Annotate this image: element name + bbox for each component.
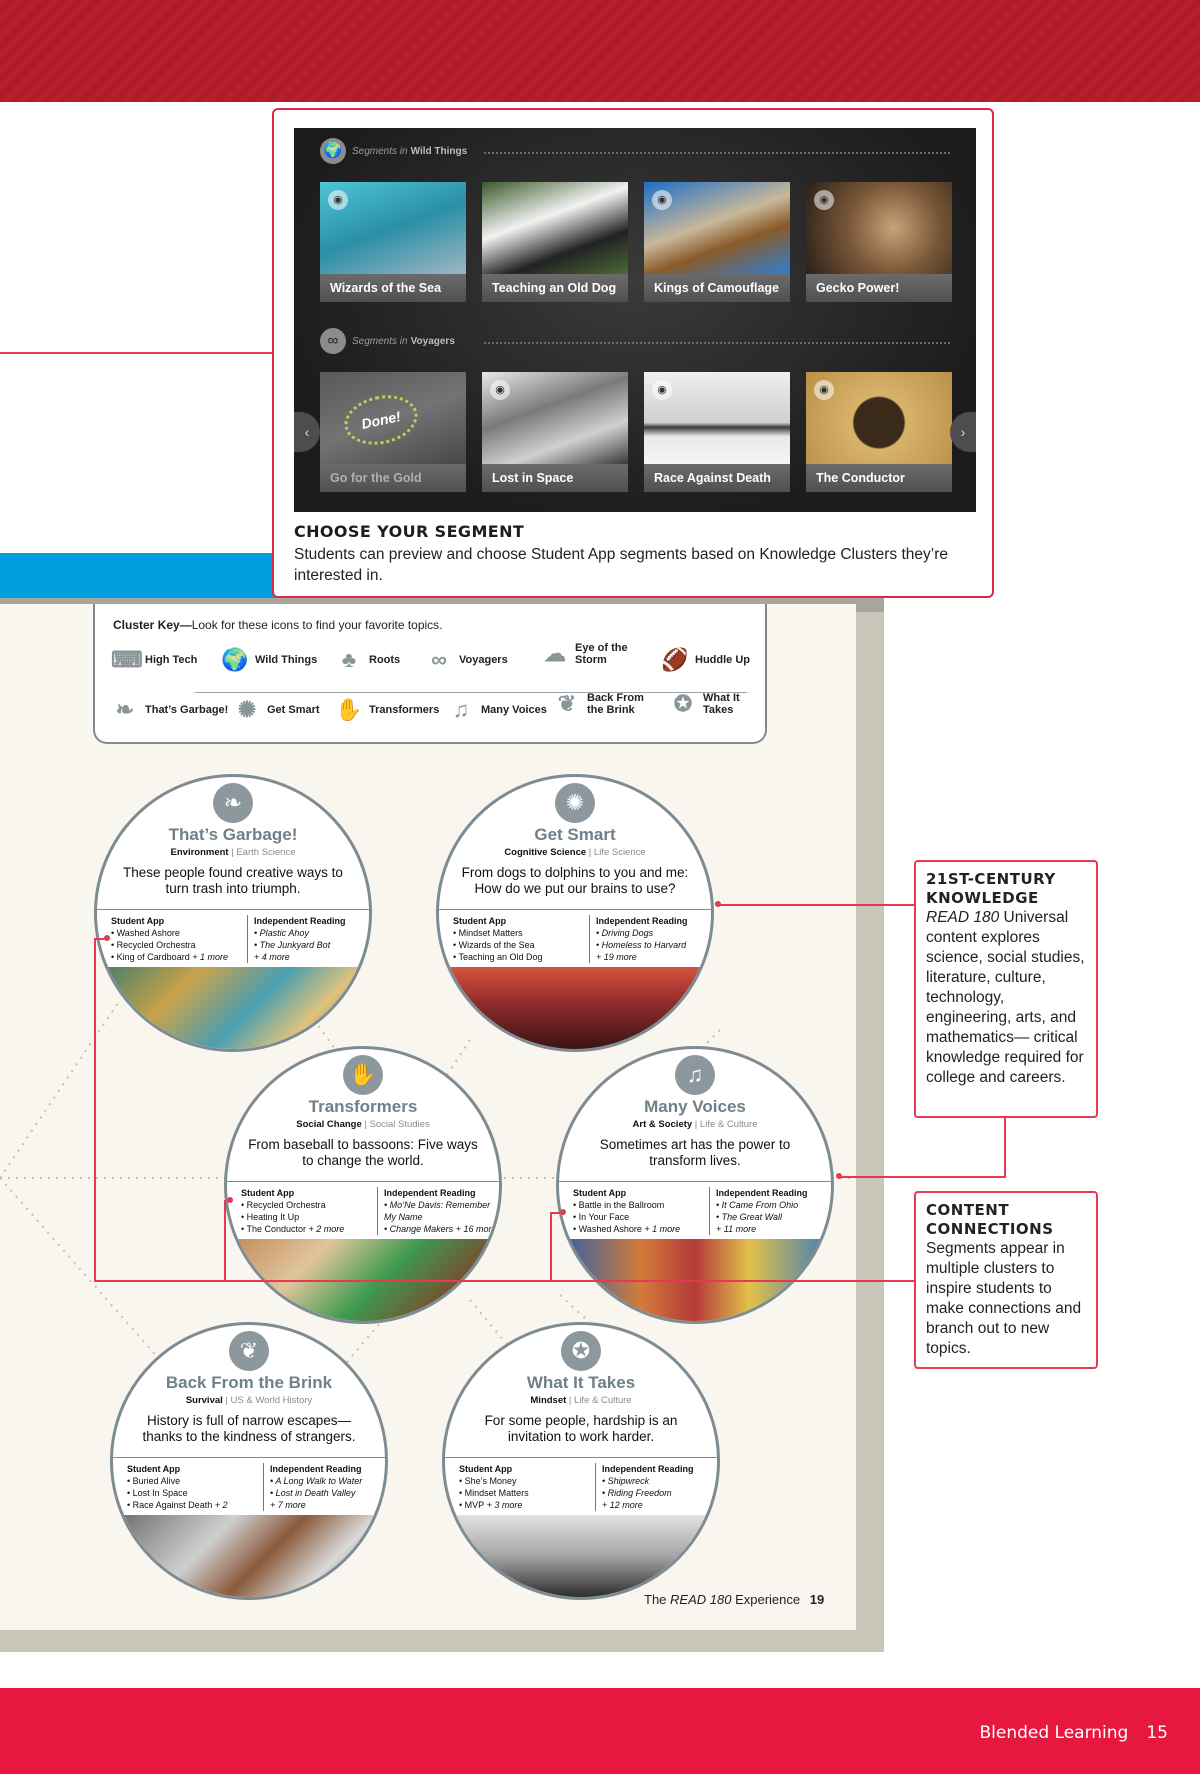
bottom-banner — [0, 1688, 1200, 1774]
key-huddle-up — [661, 646, 750, 674]
list-item: • Shipwreck — [602, 1476, 650, 1486]
connector-line — [838, 1176, 1006, 1178]
subject-secondary: Life & Culture — [699, 1119, 758, 1130]
list-item: • Battle in the Ballroom — [573, 1200, 665, 1210]
key-label: Voyagers — [459, 654, 508, 666]
independent-reading-heading: Independent Reading — [270, 1464, 362, 1474]
cluster-photo — [113, 1515, 385, 1597]
segment-title: Kings of Camouflage — [644, 274, 790, 302]
list-item: + 4 more — [254, 952, 290, 962]
callout-title: CONTENT CONNECTIONS — [926, 1201, 1054, 1238]
segment-prefix: Segments in — [352, 335, 408, 347]
list-item: + 19 more — [596, 952, 637, 962]
key-label: High Tech — [145, 654, 198, 666]
list-item-more: + 1 more — [189, 952, 228, 962]
circle-divider — [445, 1457, 717, 1458]
cluster-key-text: Look for these icons to find your favorite topics. — [191, 618, 443, 632]
card-title: CHOOSE YOUR SEGMENT — [294, 522, 525, 541]
segment-thumbnail — [482, 182, 628, 274]
student-app-list — [241, 1187, 361, 1235]
key-voyagers — [425, 646, 508, 674]
cluster-title: That’s Garbage! — [168, 825, 298, 844]
student-app-screen — [294, 128, 976, 512]
card-body: Students can preview and choose Student App segments based on Knowledge Clusters they’re interested in. — [294, 546, 948, 584]
list-item: + 11 more — [716, 1224, 757, 1234]
storm-icon: ☁ — [544, 641, 566, 666]
list-item: • Washed Ashore — [111, 928, 180, 938]
circle-divider — [559, 1181, 831, 1182]
roots-icon: ♣ — [341, 647, 357, 672]
circle-divider — [439, 909, 711, 910]
segment-row-header — [320, 138, 467, 164]
preview-eye-icon[interactable]: ◉ — [652, 380, 672, 400]
key-thats-garbage — [111, 696, 228, 724]
list-item: • Mindset Matters — [453, 928, 523, 938]
segment-title: Teaching an Old Dog — [482, 274, 628, 302]
independent-reading-heading: Independent Reading — [602, 1464, 694, 1474]
list-item: • Plastic Ahoy — [254, 928, 309, 938]
list-item: + 12 more — [602, 1500, 643, 1510]
segment-row-header — [320, 328, 455, 354]
cluster-title: What It Takes — [526, 1373, 636, 1392]
list-item: • In Your Face — [573, 1212, 630, 1222]
list-item: • Recycled Orchestra — [111, 940, 196, 950]
student-app-heading: Student App — [573, 1188, 627, 1198]
connector-line — [1004, 1116, 1006, 1176]
list-item: • The Junkyard Bot — [254, 940, 331, 950]
segment-title: Wizards of the Sea — [320, 274, 466, 302]
cluster-description: From baseball to bassoons: Five ways to change the world. — [248, 1137, 478, 1168]
binoculars-icon: ∞ — [320, 328, 346, 354]
cluster-photo — [439, 967, 711, 1049]
segment-title: The Conductor — [806, 464, 952, 492]
key-label: Wild Things — [255, 654, 318, 666]
cluster-description: From dogs to dolphins to you and me: How do we put our brains to use? — [461, 865, 689, 896]
key-label: Huddle Up — [695, 654, 750, 666]
connector-line — [224, 1200, 226, 1280]
segment-tile[interactable] — [806, 372, 952, 492]
list-item: • Lost in Death Valley — [270, 1488, 356, 1498]
page-footer — [979, 1723, 1168, 1743]
callout-content-connections — [914, 1191, 1098, 1369]
student-app-list — [111, 915, 231, 963]
independent-reading-list — [595, 1463, 717, 1511]
key-many-voices — [447, 696, 547, 724]
key-label: Roots — [369, 654, 401, 666]
student-app-heading: Student App — [111, 916, 165, 926]
cluster-description: For some people, hardship is an invitation to work harder. — [484, 1413, 678, 1444]
key-label: That’s Garbage! — [145, 704, 229, 716]
list-item-more: + 3 more — [484, 1500, 523, 1510]
next-arrow-button[interactable]: › — [950, 412, 976, 452]
segment-tile[interactable] — [644, 372, 790, 492]
cluster-title: Get Smart — [534, 825, 616, 844]
cluster-photo — [445, 1515, 717, 1597]
wild-things-icon: 🌍 — [320, 138, 346, 164]
subject-primary: Environment — [170, 847, 229, 858]
hand-icon: ✋ — [335, 697, 363, 722]
list-item — [459, 1499, 579, 1511]
segment-title: Go for the Gold — [320, 464, 466, 492]
key-label: What It Takes — [703, 692, 740, 716]
key-eye-of-the-storm — [541, 640, 651, 668]
cluster-description: Sometimes art has the power to transform lives. — [599, 1137, 791, 1168]
connector-dot — [560, 1209, 566, 1215]
cluster-title: Transformers — [308, 1097, 418, 1116]
inset-page-footer — [644, 1592, 824, 1607]
student-app-heading: Student App — [127, 1464, 181, 1474]
connector-line — [718, 904, 914, 906]
wild-things-icon: 🌍 — [221, 647, 249, 672]
preview-eye-icon[interactable]: ◉ — [652, 190, 672, 210]
key-back-from-the-brink — [553, 690, 663, 718]
cluster-key-heading: Cluster Key— — [113, 618, 192, 632]
list-item: • Buried Alive — [127, 1476, 181, 1486]
key-get-smart — [233, 696, 320, 724]
cluster-subjects: Cognitive Science | Life Science — [504, 847, 646, 858]
list-item: • Mindset Matters — [459, 1488, 529, 1498]
list-item: + 7 more — [270, 1500, 306, 1510]
segment-title: Race Against Death — [644, 464, 790, 492]
key-wild-things — [221, 646, 317, 674]
leaf-icon: ❧ — [213, 783, 253, 823]
independent-reading-list — [263, 1463, 385, 1511]
student-app-list — [127, 1463, 247, 1523]
student-app-heading: Student App — [453, 916, 507, 926]
subject-secondary: Life Science — [593, 847, 646, 858]
hand-icon: ✋ — [343, 1055, 383, 1095]
list-item-text: • The Conductor — [241, 1224, 307, 1234]
high-tech-icon: ⌨ — [111, 647, 143, 672]
connector-line — [0, 352, 272, 354]
list-item — [573, 1223, 693, 1235]
binoculars-icon: ∞ — [431, 647, 447, 672]
cluster-key-divider — [195, 692, 747, 693]
connector-line — [550, 1212, 552, 1280]
leaf-icon: ❧ — [115, 697, 135, 722]
subject-primary: Mindset — [530, 1395, 567, 1406]
list-item-text: • Washed Ashore — [573, 1224, 642, 1234]
cluster-title: Many Voices — [644, 1097, 746, 1116]
guitar-icon: ♫ — [675, 1055, 715, 1095]
cluster-circle-thats-garbage — [94, 774, 372, 1052]
cluster-circle-back-from-the-brink — [110, 1322, 388, 1600]
footer-label: Blended Learning — [979, 1723, 1129, 1743]
page-number: 15 — [1146, 1723, 1168, 1743]
cluster-key-title — [113, 618, 747, 632]
segment-tile[interactable] — [482, 372, 628, 492]
key-roots — [335, 646, 400, 674]
list-item: • A Long Walk to Water — [270, 1476, 363, 1486]
independent-reading-list — [709, 1187, 831, 1235]
footer-the: The — [644, 1592, 667, 1607]
list-item: • Homeless to Harvard — [596, 940, 687, 950]
list-item-more: + 2 — [214, 1500, 228, 1510]
independent-reading-heading: Independent Reading — [254, 916, 346, 926]
list-item-more: + 1 more — [641, 1224, 681, 1234]
preview-eye-icon[interactable]: ◉ — [814, 380, 834, 400]
list-item — [111, 951, 231, 963]
cluster-subjects: Social Change | Social Studies — [296, 1119, 430, 1130]
callout-body-text: Universal content explores science, social studies, literature, culture, technology, engineering, arts, and mathematics— critical knowledge required for college and careers. — [926, 909, 1085, 1086]
student-app-list — [453, 915, 573, 963]
hands-icon: ❦ — [229, 1331, 269, 1371]
callout-body: Segments appear in multiple clusters to inspire students to make connections and branch out to new topics. — [926, 1240, 1082, 1357]
connector-dot — [836, 1173, 842, 1179]
segment-title: Lost in Space — [482, 464, 628, 492]
segment-row-dots — [484, 152, 950, 154]
medal-icon: ✪ — [561, 1331, 601, 1371]
cluster-circle-get-smart — [436, 774, 714, 1052]
subject-secondary: Social Studies — [369, 1119, 430, 1130]
preview-eye-icon[interactable]: ◉ — [814, 190, 834, 210]
list-item-more: + 2 more — [306, 1224, 345, 1234]
subject-primary: Survival — [185, 1395, 223, 1406]
connector-dot — [104, 935, 110, 941]
list-item: • She’s Money — [459, 1476, 517, 1486]
brain-icon: ✺ — [555, 783, 595, 823]
list-item: • Mo’Ne Davis: Remember My Name — [384, 1200, 491, 1222]
footer-rest: Experience — [735, 1592, 801, 1607]
key-transformers — [335, 696, 439, 724]
footer-title: READ 180 — [670, 1592, 732, 1607]
list-item: • Driving Dogs — [596, 928, 654, 938]
segment-tile[interactable] — [320, 372, 466, 492]
key-label: Back From the Brink — [587, 692, 644, 716]
preview-eye-icon[interactable]: ◉ — [490, 380, 510, 400]
preview-eye-icon[interactable]: ◉ — [328, 190, 348, 210]
independent-reading-list — [247, 915, 369, 963]
list-item-text: • MVP — [459, 1500, 485, 1510]
callout-21st-century-knowledge — [914, 860, 1098, 1118]
key-label: Many Voices — [481, 704, 547, 716]
independent-reading-heading: Independent Reading — [384, 1188, 476, 1198]
cluster-key — [93, 604, 767, 744]
hands-icon: ❦ — [557, 691, 577, 716]
list-item: • Change Makers + 16 more — [384, 1224, 497, 1234]
student-app-list — [459, 1463, 579, 1511]
key-label: Get Smart — [267, 704, 320, 716]
cluster-subjects: Mindset | Life & Culture — [530, 1395, 632, 1406]
cluster-circle-transformers — [224, 1046, 502, 1324]
cluster-subjects: Art & Society | Life & Culture — [632, 1119, 758, 1130]
list-item: • Teaching an Old Dog — [453, 952, 543, 962]
cluster-photo — [97, 967, 369, 1049]
key-high-tech — [111, 646, 197, 674]
inset-page-number: 19 — [809, 1592, 825, 1607]
brain-icon: ✺ — [237, 697, 257, 722]
cluster-description: These people found creative ways to turn trash into triumph. — [123, 865, 343, 896]
guitar-icon: ♫ — [452, 697, 470, 722]
callout-title: 21ST-CENTURY KNOWLEDGE — [926, 870, 1056, 907]
cluster-subjects: Environment | Earth Science — [170, 847, 296, 858]
connector-line — [94, 1280, 914, 1282]
done-badge: Done! — [340, 389, 422, 451]
key-what-it-takes — [669, 690, 759, 718]
segment-tile[interactable] — [482, 182, 628, 302]
list-item: • Lost In Space — [127, 1488, 188, 1498]
connector-line — [94, 938, 96, 1280]
subject-secondary: Life & Culture — [574, 1395, 632, 1406]
student-app-heading: Student App — [459, 1464, 513, 1474]
segment-tile[interactable] — [320, 182, 466, 302]
segment-tile[interactable] — [644, 182, 790, 302]
list-item: • It Came From Ohio — [716, 1200, 799, 1210]
cluster-circle-what-it-takes — [442, 1322, 720, 1600]
segment-row-dots — [484, 342, 950, 344]
list-item — [241, 1223, 361, 1235]
subject-secondary: Earth Science — [236, 847, 296, 858]
circle-divider — [113, 1457, 385, 1458]
list-item-text: • Race Against Death — [127, 1500, 213, 1510]
prev-arrow-button[interactable]: ‹ — [294, 412, 320, 452]
subject-primary: Art & Society — [632, 1119, 693, 1130]
circle-divider — [97, 909, 369, 910]
independent-reading-list — [589, 915, 711, 963]
segment-cluster: Wild Things — [410, 145, 468, 157]
football-icon: 🏈 — [661, 647, 689, 672]
segment-prefix: Segments in — [352, 145, 408, 157]
segment-title: Gecko Power! — [806, 274, 952, 302]
cluster-description: History is full of narrow escapes— thanks to the kindness of strangers. — [142, 1413, 356, 1444]
list-item: • Riding Freedom — [602, 1488, 672, 1498]
callout-body-italic: READ 180 — [926, 909, 1000, 926]
key-label: Transformers — [369, 704, 440, 716]
student-app-list — [573, 1187, 693, 1235]
key-label: Eye of the Storm — [575, 642, 628, 666]
segment-tile[interactable] — [806, 182, 952, 302]
list-item: • Heating It Up — [241, 1212, 300, 1222]
independent-reading-heading: Independent Reading — [596, 916, 688, 926]
medal-icon: ✪ — [673, 691, 693, 716]
segment-cluster: Voyagers — [410, 335, 455, 347]
cluster-title: Back From the Brink — [165, 1373, 333, 1392]
list-item: • The Great Wall — [716, 1212, 783, 1222]
circle-divider — [227, 1181, 499, 1182]
callout-body — [926, 908, 1086, 1088]
cluster-circle-many-voices — [556, 1046, 834, 1324]
segment-screenshot-card — [272, 108, 994, 598]
list-item: • Recycled Orchestra — [241, 1200, 326, 1210]
list-item: • Wizards of the Sea — [453, 940, 535, 950]
subject-primary: Cognitive Science — [504, 847, 587, 858]
connector-dot — [227, 1197, 233, 1203]
list-item-text: • King of Cardboard — [111, 952, 190, 962]
connector-dot — [715, 901, 721, 907]
cluster-subjects: Survival | US & World History — [185, 1395, 313, 1406]
independent-reading-list — [377, 1187, 499, 1235]
subject-primary: Social Change — [296, 1119, 362, 1130]
subject-secondary: US & World History — [230, 1395, 313, 1406]
independent-reading-heading: Independent Reading — [716, 1188, 808, 1198]
student-app-heading: Student App — [241, 1188, 295, 1198]
